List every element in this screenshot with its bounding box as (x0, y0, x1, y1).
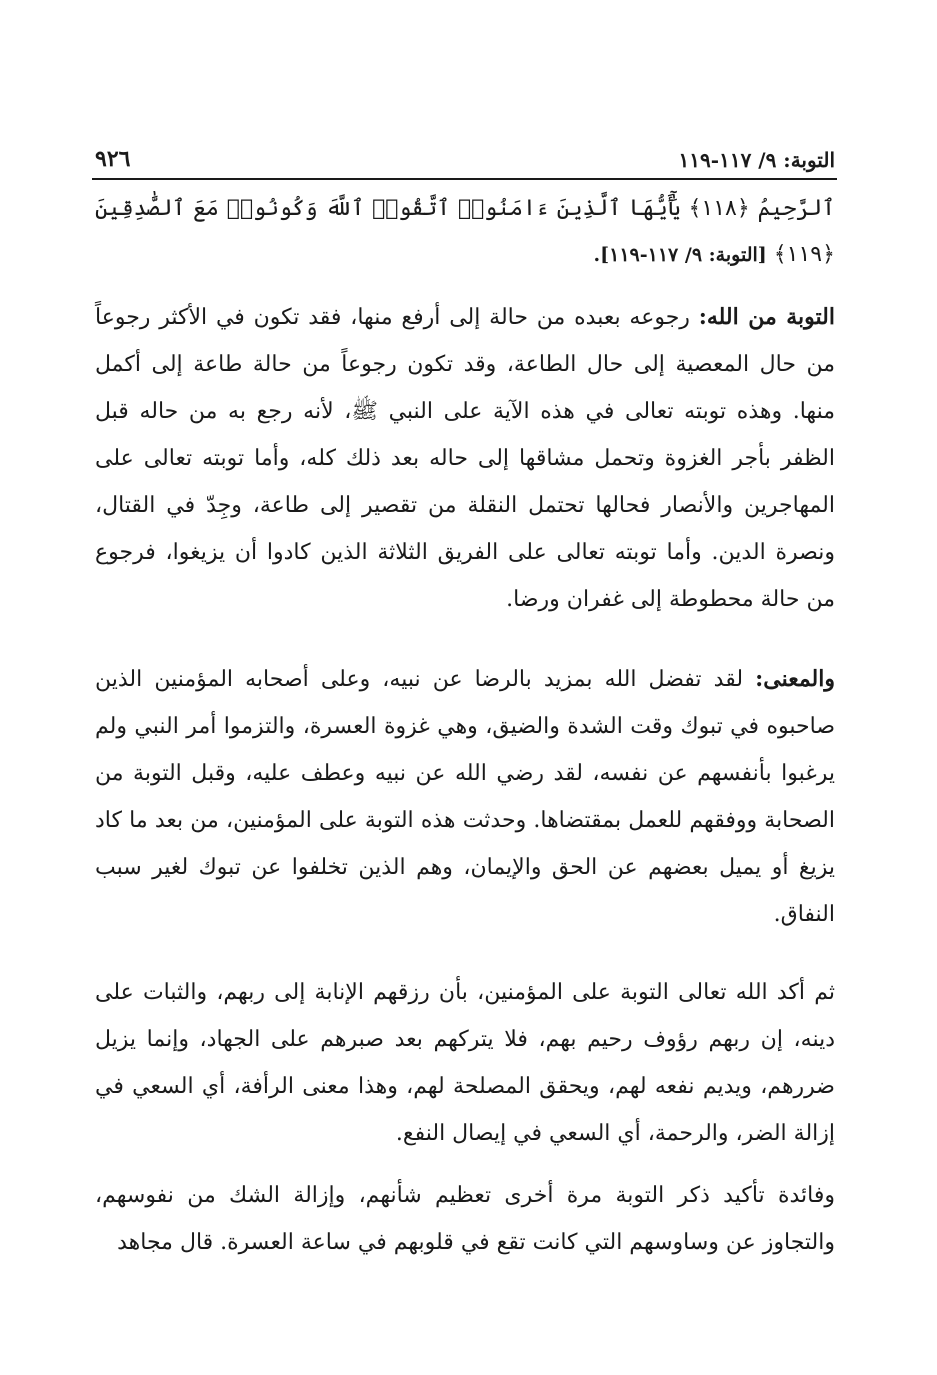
paragraph-confirmation: ثم أكد الله تعالى التوبة على المؤمنين، بأن رزقهم الإنابة إلى ربهم، والثبات على دينه، إن ربهم رؤوف رحيم بهم، فلا يتركهم بعد صبرهم على الجهاد، وإنما يزيل ضررهم، ويديم نفعه لهم، ويحقق المصلحة لهم، وهذا معنى الرأفة، أي السعي في إزالة الضر، والرحمة، أي السعي في إيصال النفع. (95, 980, 835, 1146)
paragraph-lead: التوبة من الله: (698, 304, 835, 330)
paragraph-repentance-definition (95, 294, 835, 623)
paragraph-body: لقد تفضل الله بمزيد بالرضا عن نبيه، وعلى أصحابه المؤمنين الذين صاحبوه في تبوك وقت الشدة والضيق، وهي غزوة العسرة، والتزموا أمر النبي ولم يرغبوا بأنفسهم عن نفسه، لقد رضي الله عن نبيه وعطف عليه، وقبل التوبة من الصحابة ووفقهم للعمل بمقتضاها. وحدثت هذه التوبة على المؤمنين، من بعد ما كاد يزيغ أو يميل بعضهم عن الحق والإيمان، وهم الذين تخلفوا عن تبوك لغير سبب النفاق. (95, 667, 835, 927)
surah-reference: التوبة: ٩/ ١١٧-١١٩ (678, 148, 835, 172)
page-header (95, 138, 835, 172)
page-number: ٩٢٦ (95, 146, 131, 172)
verse-citation: [التوبة: ٩/ ١١٧-١١٩]. (593, 244, 767, 266)
paragraph-lead: والمعنى: (755, 666, 835, 692)
paragraph-benefit: وفائدة تأكيد ذكر التوبة مرة أخرى تعظيم شأنهم، وإزالة الشك من نفوسهم، والتجاوز عن وساوسهم التي كانت تقع في قلوبهم في ساعة العسرة. قال مجاهد (95, 1183, 835, 1255)
header-divider (92, 178, 837, 180)
quran-verse-block (95, 186, 835, 278)
quran-verse: ٱلرَّحِيمُ ﴿١١٨﴾ يَٰٓأَيُّهَا ٱلَّذِينَ ءَامَنُوا۟ ٱتَّقُوا۟ ٱللَّهَ وَكُونُوا۟ مَعَ ٱلصَّٰدِقِينَ ﴿١١٩﴾ (95, 196, 835, 267)
paragraph-body: رجوعه بعبده من حالة إلى أرفع منها، فقد تكون في الأكثر رجوعاً من حال المعصية إلى حال الطاعة، وقد تكون رجوعاً من حالة طاعة إلى أكمل منها. وهذه توبته تعالى في هذه الآية على النبي ﷺ، لأنه رجع به من حاله قبل الظفر بأجر الغزوة وتحمل مشاقها إلى حاله بعد ذلك كله، وأما توبته تعالى على المهاجرين والأنصار فحالها تحتمل النقلة من تقصير إلى طاعة، وجِدّ في القتال، ونصرة الدين. وأما توبته تعالى على الفريق الثلاثة الذين كادوا أن يزيغوا، فرجوع من حالة محطوطة إلى غفران ورضا. (95, 305, 835, 612)
paragraph-meaning (95, 656, 835, 938)
